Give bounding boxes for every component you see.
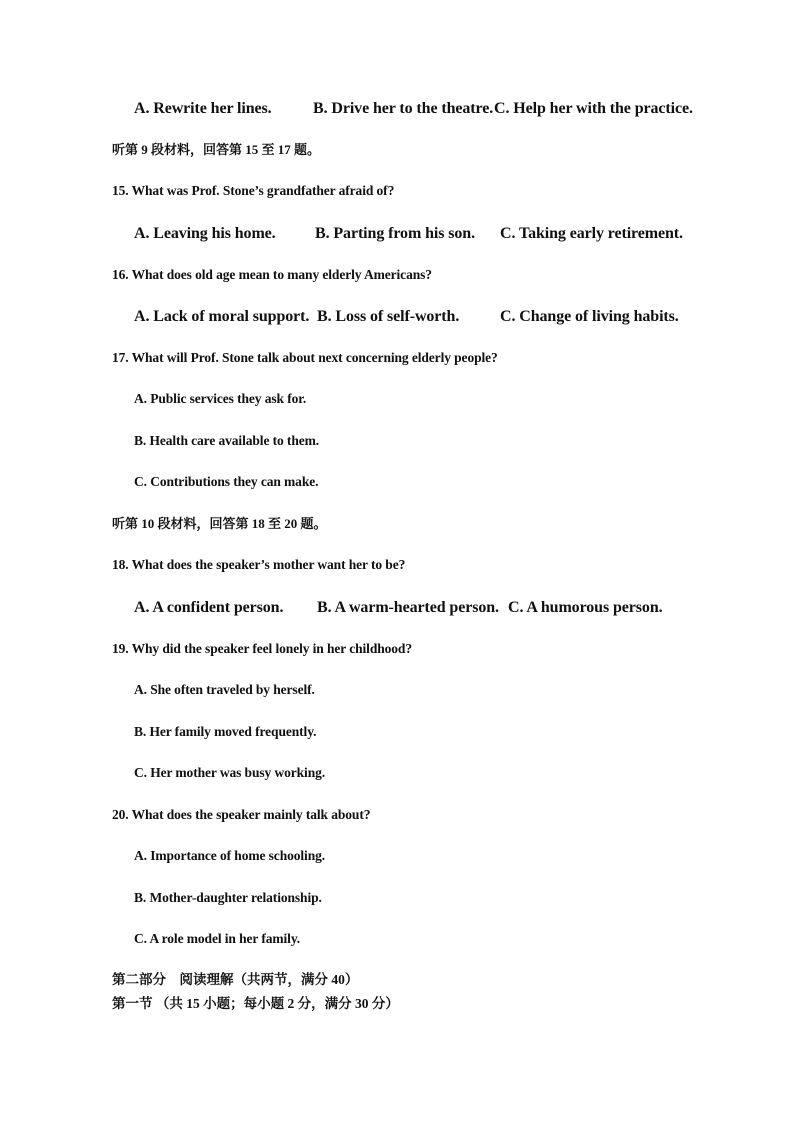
option-a: A. Lack of moral support. [134,308,310,325]
option-b: B. Health care available to them. [134,433,320,448]
option-a: A. She often traveled by herself. [134,682,315,697]
option-b: B. Mother-daughter relationship. [134,890,322,905]
options-row-q16 [0,308,794,324]
option-a: A. Leaving his home. [134,225,276,242]
question-15: 15. What was Prof. Stone’s grandfather afraid of? [112,183,395,198]
option-b: B. Her family moved frequently. [134,724,317,739]
question-19: 19. Why did the speaker feel lonely in her childhood? [112,641,412,656]
options-row-q18 [0,599,794,615]
part-two-heading: 第二部分 阅读理解（共两节，满分 40） [112,972,359,987]
option-c: C. Her mother was busy working. [134,765,326,780]
option-c: C. Contributions they can make. [134,474,319,489]
option-a: A. A confident person. [134,599,284,616]
question-17: 17. What will Prof. Stone talk about next concerning elderly people? [112,350,498,365]
option-b: B. Parting from his son. [315,225,475,242]
question-18: 18. What does the speaker’s mother want her to be? [112,557,406,572]
section-one-heading: 第一节 （共 15 小题；每小题 2 分，满分 30 分） [112,996,399,1011]
question-20: 20. What does the speaker mainly talk about? [112,807,371,822]
section-instruction-9: 听第 9 段材料，回答第 15 至 17 题。 [112,142,321,157]
option-c: C. Change of living habits. [500,308,679,325]
option-a: A. Importance of home schooling. [134,848,326,863]
option-c: C. Help her with the practice. [494,100,693,117]
option-b: B. Loss of self-worth. [317,308,460,325]
options-row-q14 [0,100,794,116]
option-a: A. Public services they ask for. [134,391,307,406]
option-b: B. Drive her to the theatre. [313,100,494,117]
question-16: 16. What does old age mean to many elderly Americans? [112,267,432,282]
option-c: C. A role model in her family. [134,931,301,946]
section-instruction-10: 听第 10 段材料，回答第 18 至 20 题。 [112,516,327,531]
option-c: C. Taking early retirement. [500,225,683,242]
option-c: C. A humorous person. [508,599,663,616]
options-row-q15 [0,225,794,241]
option-b: B. A warm-hearted person. [317,599,499,616]
option-a: A. Rewrite her lines. [134,100,272,117]
